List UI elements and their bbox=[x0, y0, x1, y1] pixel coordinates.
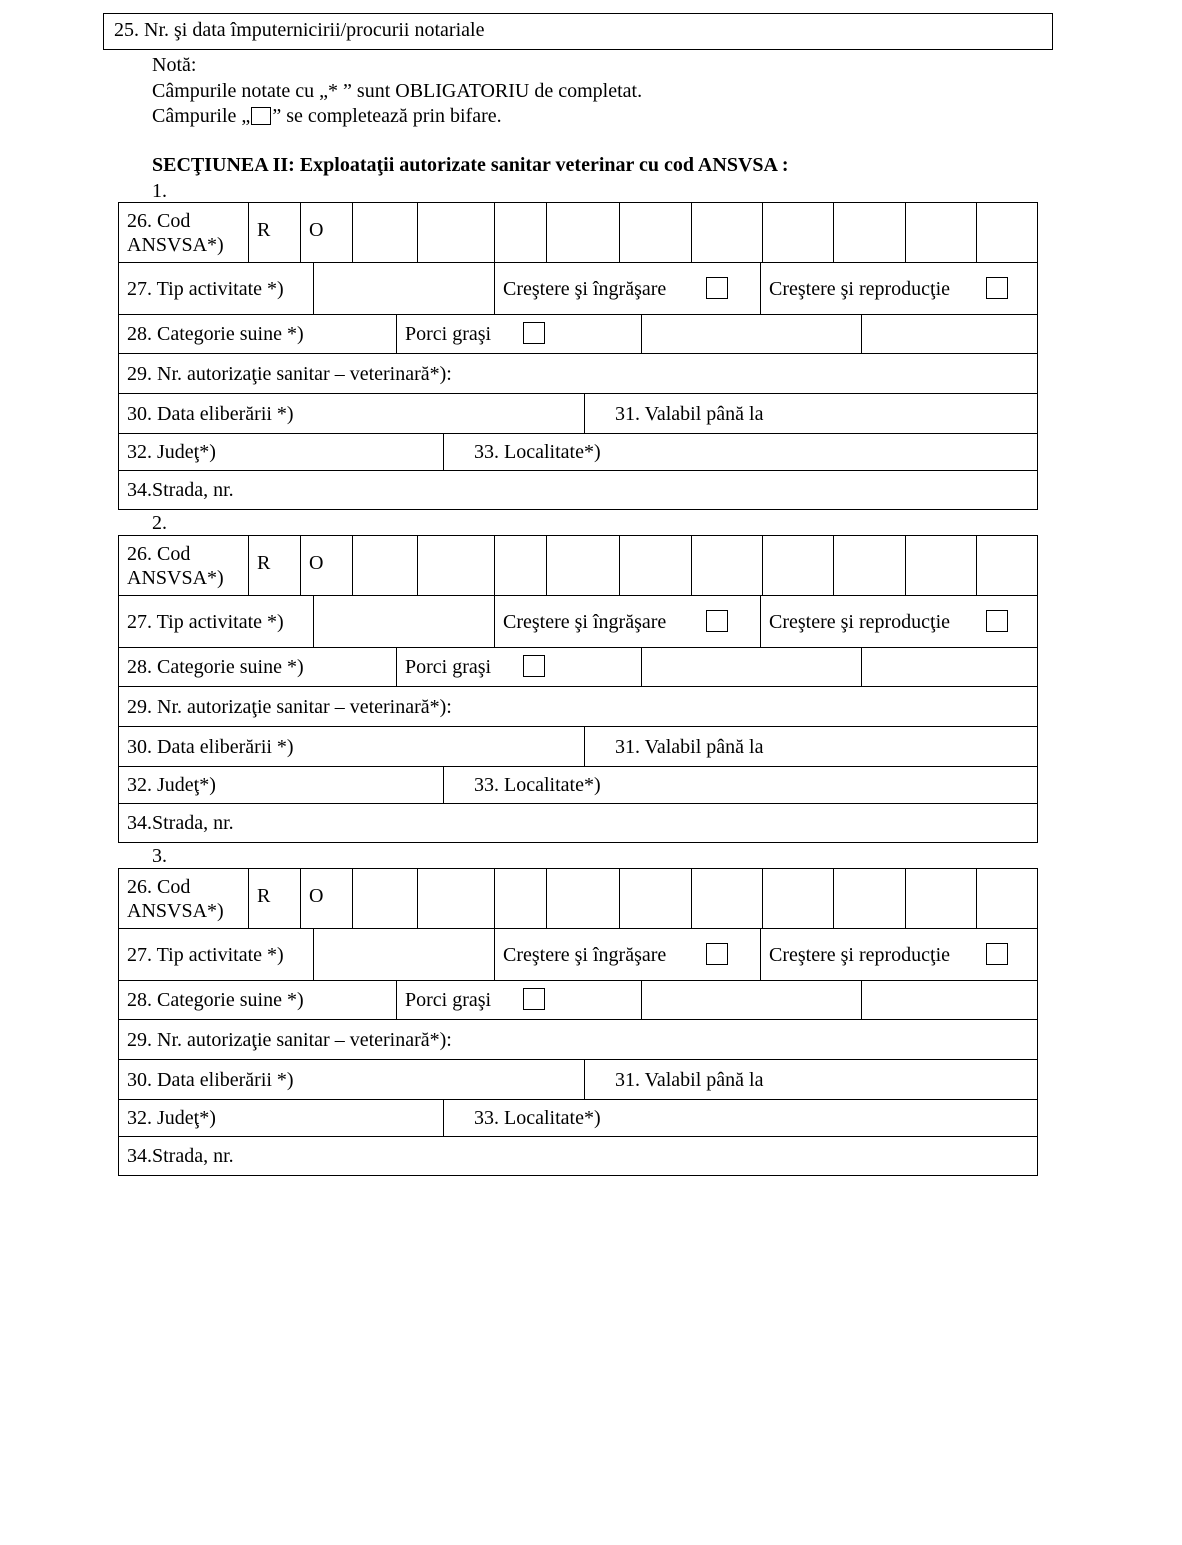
tip-activitate-label: 27. Tip activitate *) bbox=[127, 610, 284, 633]
data-eliberarii-field[interactable]: 30. Data eliberării *) bbox=[127, 735, 294, 758]
crestere-reproductie-checkbox[interactable] bbox=[986, 277, 1008, 299]
crestere-reproductie-option bbox=[760, 929, 1039, 981]
cod-digit-cell[interactable] bbox=[417, 869, 494, 929]
cod-digit-cell[interactable] bbox=[691, 536, 762, 596]
row-cod-ansvsa bbox=[118, 868, 1038, 929]
autorizatie-field[interactable]: 29. Nr. autorizaţie sanitar – veterinară*): bbox=[127, 695, 452, 718]
tip-activitate-field[interactable] bbox=[313, 596, 494, 648]
crestere-reproductie-label: Creştere şi reproducţie bbox=[769, 610, 951, 633]
crestere-reproductie-checkbox[interactable] bbox=[986, 610, 1008, 632]
crestere-ingrasare-option bbox=[494, 263, 760, 315]
autorizatie-field[interactable]: 29. Nr. autorizaţie sanitar – veterinară*): bbox=[127, 1028, 452, 1051]
valabil-pana-field[interactable]: 31. Valabil până la bbox=[584, 394, 1039, 434]
crestere-ingrasare-label: Creştere şi îngrăşare bbox=[503, 277, 667, 300]
row-tip-activitate bbox=[118, 262, 1038, 315]
note-line-1: Câmpurile notate cu „* ” sunt OBLIGATORIU de completat. bbox=[152, 80, 643, 102]
exploitation-block bbox=[118, 202, 1038, 511]
cod-cell-o: O bbox=[300, 536, 352, 596]
cod-digit-cell[interactable] bbox=[619, 869, 691, 929]
cod-digit-cell[interactable] bbox=[417, 536, 494, 596]
cod-digit-cell[interactable] bbox=[762, 536, 833, 596]
crestere-ingrasare-checkbox[interactable] bbox=[706, 610, 728, 632]
cod-digit-cell[interactable] bbox=[762, 869, 833, 929]
cod-digit-cell[interactable] bbox=[833, 536, 905, 596]
row-autorizatie bbox=[118, 353, 1038, 394]
row-data-eliberarii bbox=[118, 1059, 1038, 1100]
tip-activitate-label: 27. Tip activitate *) bbox=[127, 943, 284, 966]
cod-digit-cell[interactable] bbox=[762, 203, 833, 263]
cod-cell-r: R bbox=[248, 536, 300, 596]
valabil-pana-field[interactable]: 31. Valabil până la bbox=[584, 1060, 1039, 1100]
tip-activitate-label: 27. Tip activitate *) bbox=[127, 277, 284, 300]
cod-cell-o: O bbox=[300, 869, 352, 929]
crestere-ingrasare-label: Creştere şi îngrăşare bbox=[503, 943, 667, 966]
crestere-ingrasare-option bbox=[494, 596, 760, 648]
cod-digit-cell[interactable] bbox=[976, 869, 1039, 929]
categorie-extra-field[interactable] bbox=[641, 981, 861, 1020]
categorie-suine-label: 28. Categorie suine *) bbox=[127, 989, 304, 1011]
row-autorizatie bbox=[118, 686, 1038, 727]
row-cod-ansvsa bbox=[118, 535, 1038, 596]
cod-digit-cell[interactable] bbox=[619, 203, 691, 263]
cod-digit-cell[interactable] bbox=[494, 203, 546, 263]
row-strada bbox=[118, 803, 1038, 843]
row-strada bbox=[118, 1136, 1038, 1176]
block-number: 1. bbox=[152, 180, 167, 202]
cod-digit-cell[interactable] bbox=[546, 869, 619, 929]
row-categorie-suine bbox=[118, 314, 1038, 354]
cod-digit-cell[interactable] bbox=[417, 203, 494, 263]
row-categorie-suine bbox=[118, 980, 1038, 1020]
data-eliberarii-field[interactable]: 30. Data eliberării *) bbox=[127, 1068, 294, 1091]
checkbox-sample-icon bbox=[251, 107, 271, 125]
cod-ansvsa-label: 26. Cod ANSVSA*) bbox=[127, 543, 224, 589]
note-line-2-end: ” se completează prin bifare. bbox=[272, 105, 502, 127]
categorie-extra-field[interactable] bbox=[861, 315, 1039, 354]
localitate-field[interactable]: 33. Localitate*) bbox=[443, 1100, 1039, 1137]
row-autorizatie bbox=[118, 1019, 1038, 1060]
crestere-ingrasare-checkbox[interactable] bbox=[706, 943, 728, 965]
cod-digit-cell[interactable] bbox=[352, 536, 417, 596]
categorie-extra-field[interactable] bbox=[861, 981, 1039, 1020]
porci-grasi-checkbox[interactable] bbox=[523, 988, 545, 1010]
porci-grasi-checkbox[interactable] bbox=[523, 322, 545, 344]
cod-digit-cell[interactable] bbox=[494, 536, 546, 596]
block-number: 3. bbox=[152, 845, 167, 867]
porci-grasi-option bbox=[396, 315, 641, 354]
strada-field[interactable]: 34.Strada, nr. bbox=[127, 811, 234, 834]
cod-digit-cell[interactable] bbox=[691, 869, 762, 929]
categorie-extra-field[interactable] bbox=[861, 648, 1039, 687]
row-judet-localitate bbox=[118, 433, 1038, 471]
cod-digit-cell[interactable] bbox=[352, 869, 417, 929]
cod-digit-cell[interactable] bbox=[976, 203, 1039, 263]
cod-digit-cell[interactable] bbox=[905, 869, 976, 929]
cod-digit-cell[interactable] bbox=[691, 203, 762, 263]
strada-field[interactable]: 34.Strada, nr. bbox=[127, 478, 234, 501]
crestere-reproductie-label: Creştere şi reproducţie bbox=[769, 943, 951, 966]
porci-grasi-label: Porci graşi bbox=[405, 989, 492, 1011]
row-judet-localitate bbox=[118, 1099, 1038, 1137]
crestere-reproductie-option bbox=[760, 263, 1039, 315]
row-cod-ansvsa bbox=[118, 202, 1038, 263]
note-line-2-start: Câmpurile „ bbox=[152, 105, 251, 127]
cod-digit-cell[interactable] bbox=[494, 869, 546, 929]
porci-grasi-option bbox=[396, 648, 641, 687]
cod-digit-cell[interactable] bbox=[546, 536, 619, 596]
strada-field[interactable]: 34.Strada, nr. bbox=[127, 1144, 234, 1167]
crestere-reproductie-label: Creştere şi reproducţie bbox=[769, 277, 951, 300]
cod-ansvsa-label: 26. Cod ANSVSA*) bbox=[127, 876, 224, 922]
exploitation-block bbox=[118, 868, 1038, 1177]
row-tip-activitate bbox=[118, 928, 1038, 981]
field-25-label: 25. Nr. şi data împuternicirii/procurii notariale bbox=[114, 19, 485, 41]
judet-field[interactable]: 32. Judeţ*) bbox=[127, 441, 216, 463]
judet-field[interactable]: 32. Judeţ*) bbox=[127, 774, 216, 796]
cod-digit-cell[interactable] bbox=[833, 203, 905, 263]
note-title: Notă: bbox=[152, 54, 197, 76]
cod-cell-o: O bbox=[300, 203, 352, 263]
crestere-reproductie-checkbox[interactable] bbox=[986, 943, 1008, 965]
row-strada bbox=[118, 470, 1038, 510]
cod-digit-cell[interactable] bbox=[352, 203, 417, 263]
tip-activitate-field[interactable] bbox=[313, 263, 494, 315]
cod-digit-cell[interactable] bbox=[833, 869, 905, 929]
cod-digit-cell[interactable] bbox=[905, 536, 976, 596]
judet-field[interactable]: 32. Judeţ*) bbox=[127, 1107, 216, 1129]
valabil-pana-field[interactable]: 31. Valabil până la bbox=[584, 727, 1039, 767]
localitate-field[interactable]: 33. Localitate*) bbox=[443, 767, 1039, 804]
categorie-extra-field[interactable] bbox=[641, 315, 861, 354]
row-data-eliberarii bbox=[118, 726, 1038, 767]
cod-ansvsa-label: 26. Cod ANSVSA*) bbox=[127, 210, 224, 256]
categorie-suine-label: 28. Categorie suine *) bbox=[127, 656, 304, 678]
data-eliberarii-field[interactable]: 30. Data eliberării *) bbox=[127, 402, 294, 425]
crestere-reproductie-option bbox=[760, 596, 1039, 648]
localitate-field[interactable]: 33. Localitate*) bbox=[443, 434, 1039, 471]
section-title: SECŢIUNEA II: Exploataţii autorizate sanitar veterinar cu cod ANSVSA : bbox=[152, 154, 789, 176]
cod-cell-r: R bbox=[248, 869, 300, 929]
note-line-2 bbox=[152, 103, 502, 129]
cod-digit-cell[interactable] bbox=[619, 536, 691, 596]
cod-digit-cell[interactable] bbox=[905, 203, 976, 263]
tip-activitate-field[interactable] bbox=[313, 929, 494, 981]
cod-digit-cell[interactable] bbox=[546, 203, 619, 263]
crestere-ingrasare-label: Creştere şi îngrăşare bbox=[503, 610, 667, 633]
autorizatie-field[interactable]: 29. Nr. autorizaţie sanitar – veterinară*): bbox=[127, 362, 452, 385]
crestere-ingrasare-checkbox[interactable] bbox=[706, 277, 728, 299]
crestere-ingrasare-option bbox=[494, 929, 760, 981]
row-data-eliberarii bbox=[118, 393, 1038, 434]
row-judet-localitate bbox=[118, 766, 1038, 804]
porci-grasi-label: Porci graşi bbox=[405, 323, 492, 345]
porci-grasi-option bbox=[396, 981, 641, 1020]
categorie-suine-label: 28. Categorie suine *) bbox=[127, 323, 304, 345]
field-25-power-of-attorney[interactable] bbox=[103, 13, 1053, 50]
porci-grasi-checkbox[interactable] bbox=[523, 655, 545, 677]
row-categorie-suine bbox=[118, 647, 1038, 687]
porci-grasi-label: Porci graşi bbox=[405, 656, 492, 678]
row-tip-activitate bbox=[118, 595, 1038, 648]
exploitation-block bbox=[118, 535, 1038, 844]
cod-cell-r: R bbox=[248, 203, 300, 263]
cod-digit-cell[interactable] bbox=[976, 536, 1039, 596]
categorie-extra-field[interactable] bbox=[641, 648, 861, 687]
block-number: 2. bbox=[152, 512, 167, 534]
